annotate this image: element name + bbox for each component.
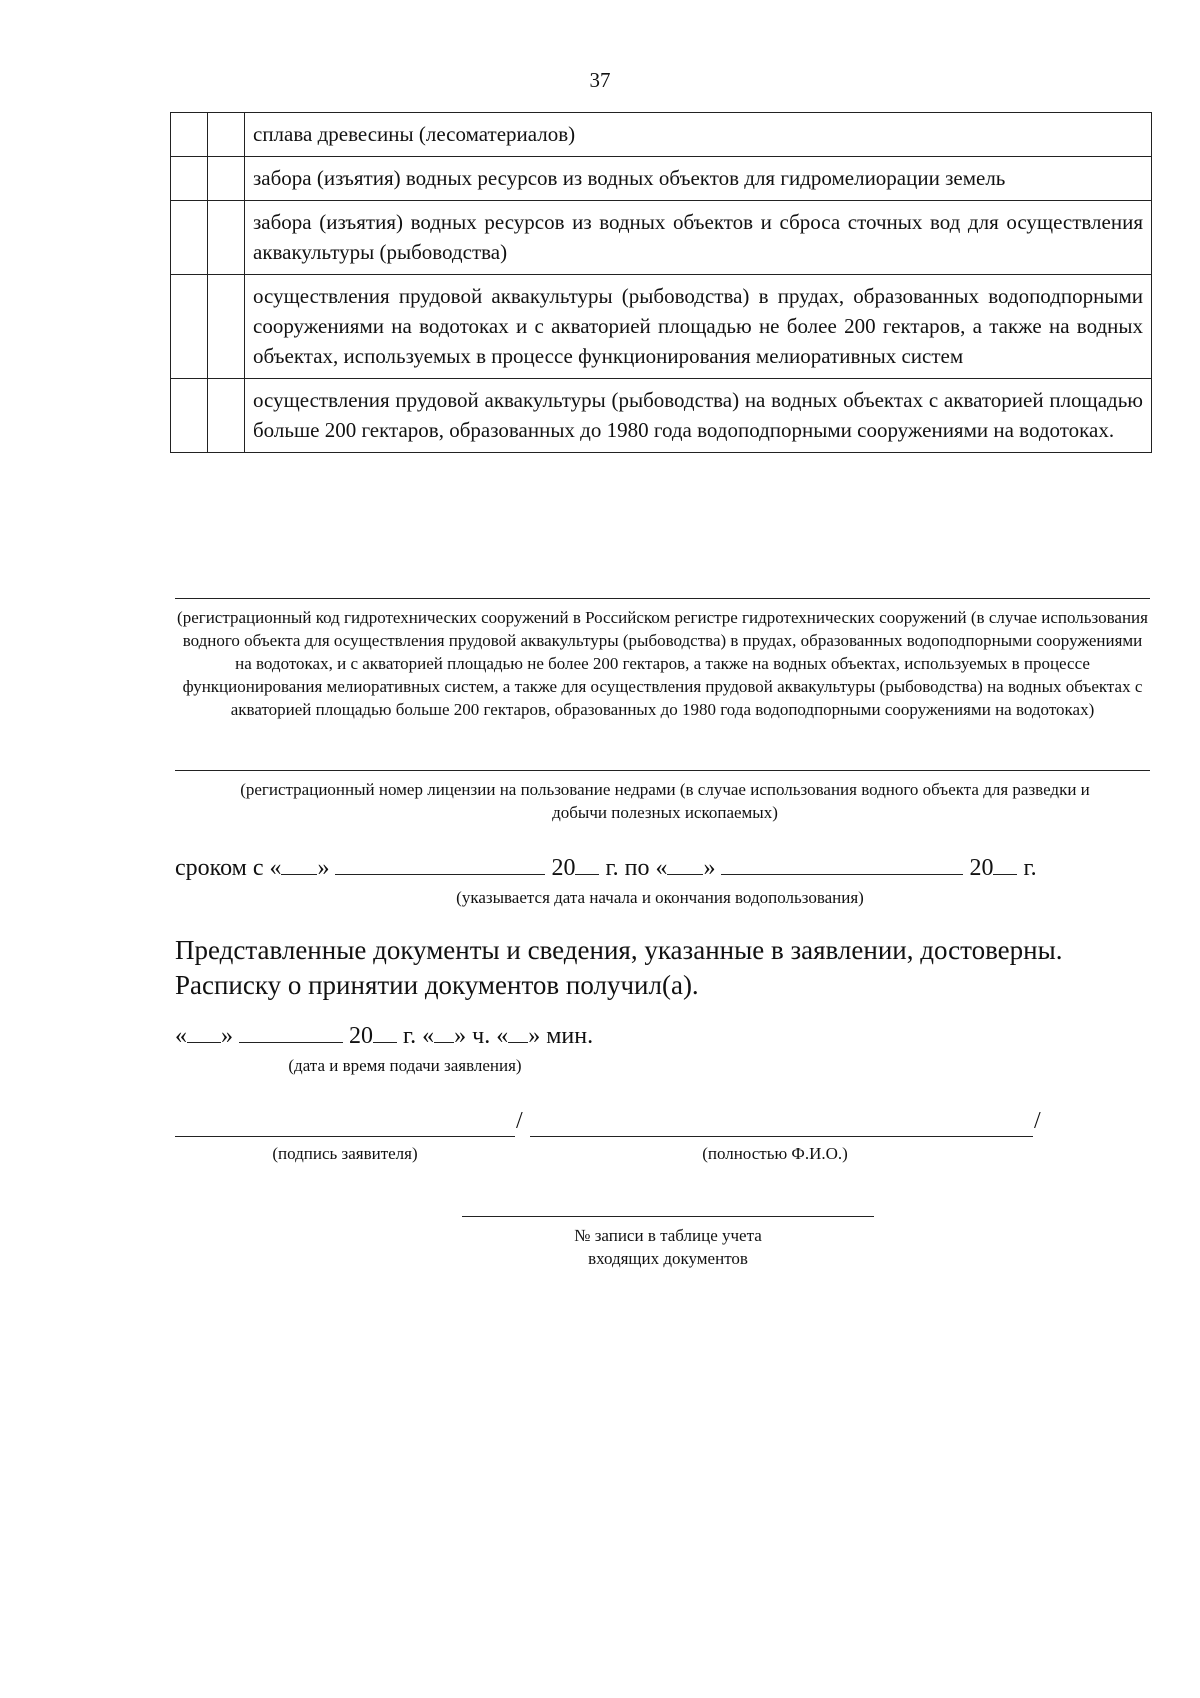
- checkbox-cell[interactable]: [171, 157, 208, 201]
- registry-caption-line-1: № записи в таблице учета: [574, 1226, 762, 1245]
- purpose-text: забора (изъятия) водных ресурсов из водных объектов для гидромелиорации земель: [245, 157, 1152, 201]
- checkbox-cell[interactable]: [208, 113, 245, 157]
- checkbox-cell[interactable]: [208, 379, 245, 453]
- table-row: [171, 379, 1152, 453]
- checkbox-cell[interactable]: [171, 201, 208, 275]
- table-row: [171, 275, 1152, 379]
- purpose-text: осуществления прудовой аквакультуры (рыбоводства) в прудах, образованных водоподпорными сооружениями на водотоках и с акваторией площадью не более 200 гектаров, а также на водных объектах, используемых в процессе функционирования мелиоративных систем: [245, 275, 1152, 379]
- full-name-field-line[interactable]: [530, 1136, 1033, 1137]
- term-close-quote-2: »: [703, 855, 716, 881]
- submission-day-field[interactable]: [187, 1022, 221, 1043]
- table-row: [171, 201, 1152, 275]
- dt-minute-suffix: » мин.: [528, 1023, 594, 1049]
- submission-hour-field[interactable]: [434, 1022, 454, 1043]
- checkbox-cell[interactable]: [171, 379, 208, 453]
- statement: [175, 933, 1062, 1003]
- purpose-text: забора (изъятия) водных ресурсов из водных объектов и сброса сточных вод для осуществления аквакультуры (рыбоводства): [245, 201, 1152, 275]
- water-use-purpose-table: [170, 112, 1152, 453]
- checkbox-cell[interactable]: [171, 113, 208, 157]
- purpose-text: осуществления прудовой аквакультуры (рыбоводства) на водных объектах с акваторией площадью больше 200 гектаров, образованных до 1980 года водоподпорными сооружениями на водотоках.: [245, 379, 1152, 453]
- registry-caption-line-2: входящих документов: [588, 1249, 748, 1268]
- term-caption: (указывается дата начала и окончания водопользования): [456, 888, 864, 907]
- full-name-caption: (полностью Ф.И.О.): [702, 1144, 848, 1163]
- end-year-field[interactable]: [993, 854, 1017, 875]
- dt-year: 20: [349, 1023, 373, 1049]
- registry-caption: [462, 1224, 874, 1270]
- table-row: [171, 157, 1152, 201]
- term-line: [175, 854, 1037, 882]
- hydro-code-field-line[interactable]: [175, 598, 1150, 599]
- start-day-field[interactable]: [281, 854, 317, 875]
- hydro-code-caption: (регистрационный код гидротехнических сооружений в Российском регистре гидротехнических сооружений (в случае использования водного объекта для осуществления прудовой аквакультуры (рыбоводства) в прудах, образованных водоподпорными сооружениями на водотоках, и с акваторией площадью не более 200 гектаров, а также на водных объектах, используемых в процессе функционирования мелиоративных систем, а также для осуществления прудовой аквакультуры (рыбоводства) на водных объектах с акваторией площадью больше 200 гектаров, образованных до 1980 года водоподпорными сооружениями на водотоках): [177, 608, 1148, 719]
- dt-close-quote: »: [221, 1023, 233, 1049]
- purpose-text: сплава древесины (лесоматериалов): [245, 113, 1152, 157]
- statement-line-2: Расписку о принятии документов получил(а).: [175, 970, 699, 1000]
- submission-year-field[interactable]: [373, 1022, 397, 1043]
- submission-minute-field[interactable]: [508, 1022, 528, 1043]
- dt-open-quote: «: [175, 1023, 187, 1049]
- term-suffix: г. по «: [605, 855, 668, 881]
- submission-datetime-line: [175, 1022, 593, 1050]
- end-day-field[interactable]: [667, 854, 703, 875]
- start-year-field[interactable]: [575, 854, 599, 875]
- term-prefix: сроком с «: [175, 855, 282, 881]
- signature-field-line[interactable]: [175, 1136, 515, 1137]
- submission-datetime-caption: (дата и время подачи заявления): [288, 1056, 522, 1075]
- dt-year-suffix: г. «: [403, 1023, 435, 1049]
- checkbox-cell[interactable]: [171, 275, 208, 379]
- checkbox-cell[interactable]: [208, 275, 245, 379]
- term-close-quote: »: [317, 855, 330, 881]
- statement-line-1: Представленные документы и сведения, указанные в заявлении, достоверны.: [175, 935, 1063, 965]
- term-year: 20: [551, 855, 576, 881]
- start-month-field[interactable]: [335, 854, 545, 875]
- registry-number-field-line[interactable]: [462, 1216, 874, 1217]
- signature-caption: (подпись заявителя): [272, 1144, 418, 1163]
- term-year-2: 20: [969, 855, 994, 881]
- signature-separator: /: [516, 1108, 523, 1134]
- license-number-field-line[interactable]: [175, 770, 1150, 771]
- submission-month-field[interactable]: [239, 1022, 343, 1043]
- dt-hour-suffix: » ч. «: [454, 1023, 509, 1049]
- license-number-caption: (регистрационный номер лицензии на пользование недрами (в случае использования водного объекта для разведки и добычи полезных ископаемых): [240, 780, 1090, 822]
- table-row: [171, 113, 1152, 157]
- full-name-end-slash: /: [1034, 1108, 1041, 1134]
- checkbox-cell[interactable]: [208, 201, 245, 275]
- end-month-field[interactable]: [721, 854, 963, 875]
- page-number: 37: [589, 68, 611, 92]
- term-end: г.: [1023, 855, 1037, 881]
- checkbox-cell[interactable]: [208, 157, 245, 201]
